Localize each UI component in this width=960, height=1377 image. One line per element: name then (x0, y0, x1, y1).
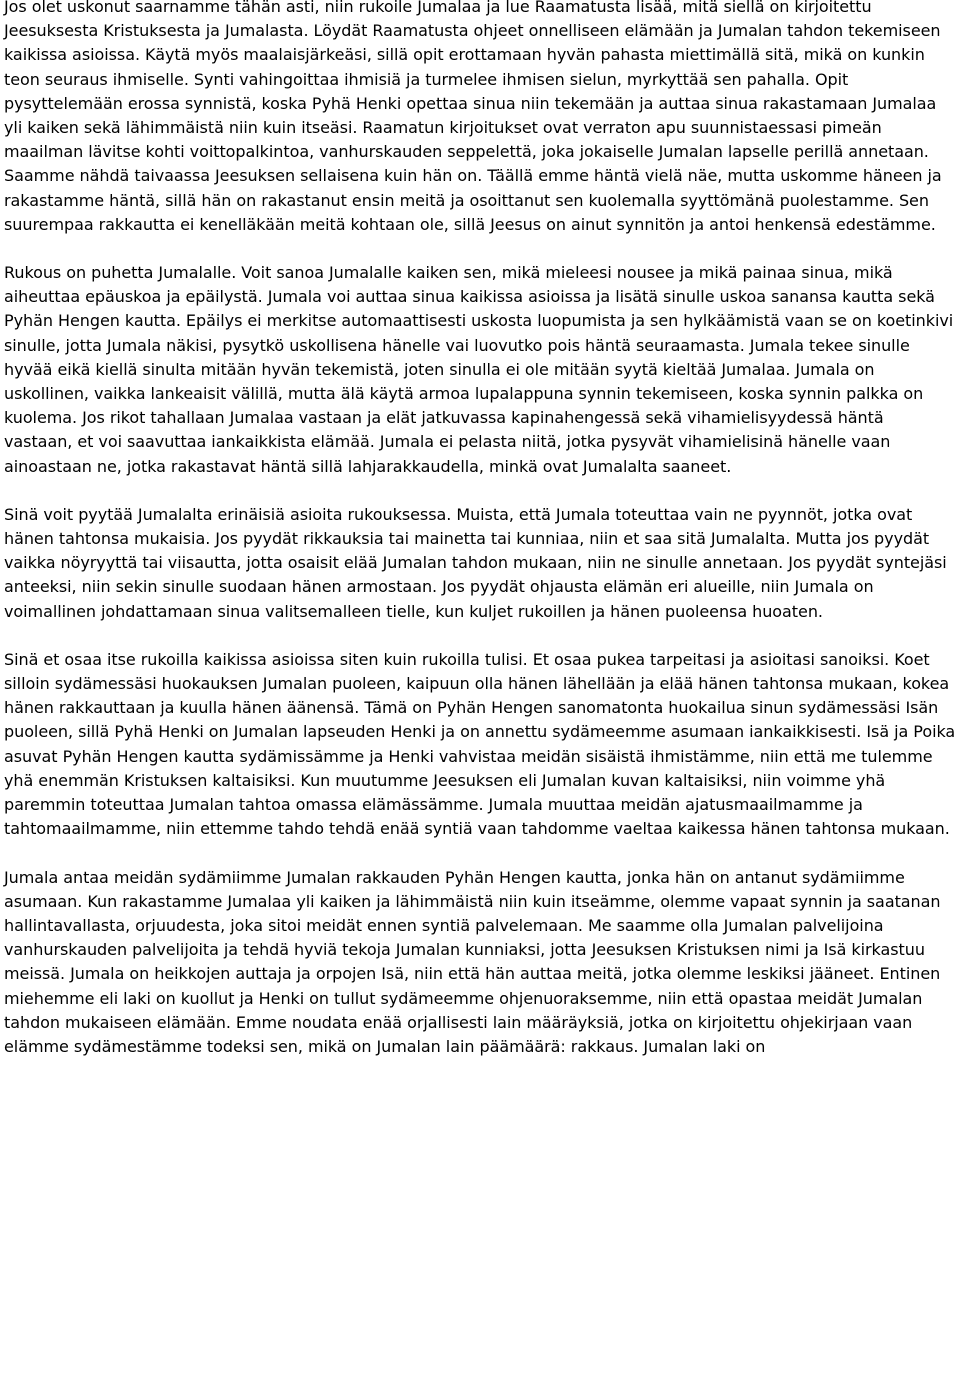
paragraph-love: Jumala antaa meidän sydämiimme Jumalan rakkauden Pyhän Hengen kautta, jonka hän on antanut sydämiimme asumaan. Kun rakastamme Jumalaa yli kaiken ja lähimmäistä niin kuin itseämme, olemme vapaat synnin ja saatanan hallintavallasta, orjuudesta, joka sitoi meidät ennen syntiä palvelemaan. Me saamme olla Jumalan palvelijoina vanhurskauden palvelijoita ja tehdä hyviä tekoja Jumalan kunniaksi, jotta Jeesuksen Kristuksen nimi ja Isä kirkastuu meissä. Jumala on heikkojen auttaja ja orpojen Isä, niin että hän auttaa meitä, jotka olemme leskiksi jääneet. Entinen miehemme eli laki on kuollut ja Henki on tullut sydämeemme ohjenuoraksemme, niin että opastaa meidät Jumalan tahdon mukaiseen elämään. Emme noudata enää orjallisesti lain määräyksiä, jotka on kirjoitettu ohjekirjaan vaan elämme sydämestämme todeksi sen, mikä on Jumalan lain päämäärä: rakkaus. Jumalan laki on (4, 867, 941, 1056)
paragraph-holy-spirit: Sinä et osaa itse rukoilla kaikissa asioissa siten kuin rukoilla tulisi. Et osaa pukea tarpeitasi ja asioitasi sanoiksi. Koet silloin sydämessäsi huokauksen Jumalan puoleen, kaipuun olla hänen lähellään ja elää hänen tahtonsa mukaan, kokea hänen rakkauttaan ja kuulla hänen äänensä. Tämä on Pyhän Hengen sanomatonta huokailua sinun sydämessäsi Isän puoleen, sillä Pyhä Henki on Jumalan lapseuden Henki ja on annettu sydämeemme asumaan iankaikkisesti. Isä ja Poika asuvat Pyhän Hengen kautta sydämissämme ja Henki vahvistaa meidän sisäistä ihmistämme, niin että me tulemme yhä enemmän Kristuksen kaltaisiksi. Kun muutumme Jeesuksen eli Jumalan kuvan kaltaisiksi, niin voimme yhä paremmin toteuttaa Jumalan tahtoa omassa elämässämme. Jumala muuttaa meidän ajatusmaailmamme ja tahtomaailmamme, niin ettemme tahdo tehdä enää syntiä vaan tahdomme vaeltaa kaikessa hänen tahtonsa mukaan. (4, 649, 956, 839)
paragraph-intro: Jos olet uskonut saarnamme tähän asti, niin rukoile Jumalaa ja lue Raamatusta lisää, mitä siellä on kirjoitettu Jeesuksesta Kristuksesta ja Jumalasta. Löydät Raamatusta ohjeet onnelliseen elämään ja Jumalan tahdon tekemiseen kaikissa asioissa. Käytä myös maalaisjärkeäsi, sillä opit erottamaan hyvän pahasta miettimällä sitä, mikä on kunkin teon seuraus ihmiselle. Synti vahingoittaa ihmisiä ja turmelee ihmisen sielun, myrkyttää sen pahalla. Opit pysyttelemään erossa synnistä, koska Pyhä Henki opettaa sinua niin tekemään ja auttaa sinua rakastamaan Jumalaa yli kaiken sekä lähimmäistä niin kuin itseäsi. Raamatun kirjoitukset ovat verraton apu suunnistaessasi pimeän maailman lävitse kohti voittopalkintoa, vanhurskauden seppelettä, joka jokaiselle Jumalan lapselle perillä annetaan. Saamme nähdä taivaassa Jeesuksen sellaisena kuin hän on. Täällä emme häntä vielä näe, mutta uskomme häneen ja rakastamme häntä, sillä hän on rakastanut ensin meitä ja osoittanut sen kuolemalla syyttömänä puolestamme. Sen suurempaa rakkautta ei kenelläkään meitä kohtaan ole, sillä Jeesus on ainut synnitön ja antoi henkensä edestämme. (4, 0, 942, 234)
paragraph-requests: Sinä voit pyytää Jumalalta erinäisiä asioita rukouksessa. Muista, että Jumala toteuttaa vain ne pyynnöt, jotka ovat hänen tahtonsa mukaisia. Jos pyydät rikkauksia tai mainetta tai kunniaa, niin et saa sitä Jumalalta. Mutta jos pyydät vaikka nöyryyttä tai viisautta, jotta osaisit elää Jumalan tahdon mukaan, niin ne sinulle annetaan. Jos pyydät syntejäsi anteeksi, niin sekin sinulle suodaan hänen armostaan. Jos pyydät ohjausta elämän eri alueille, niin Jumala on voimallinen johdattamaan sinua valitsemalleen tielle, kun kuljet rukoillen ja hänen puoleensa huoaten. (4, 504, 947, 621)
paragraph-prayer: Rukous on puhetta Jumalalle. Voit sanoa Jumalalle kaiken sen, mikä mieleesi nousee ja mikä painaa sinua, mikä aiheuttaa epäuskoa ja epäilystä. Jumala voi auttaa sinua kaikissa asioissa ja lisätä sinulle uskoa sanansa kautta sekä Pyhän Hengen kautta. Epäilys ei merkitse automaattisesti uskosta luopumista ja sen hylkäämistä vaan se on koetinkivi sinulle, jotta Jumala näkisi, pysytkö uskollisena hänelle vai luovutko pois häntä seuraamasta. Jumala tekee sinulle hyvää eikä kiellä sinulta mitään hyvän tekemistä, joten sinulla ei ole mitään syytä kieltää Jumalaa. Jumala on uskollinen, vaikka lankeaisit välillä, mutta älä käytä armoa lupalappuna synnin tekemiseen, koska synnin palkka on kuolema. Jos rikot tahallaan Jumalaa vastaan ja elät jatkuvassa kapinahengessä sekä vihamielisyydessä häntä vastaan, et voi saavuttaa iankaikkista elämää. Jumala ei pelasta niitä, jotka pysyvät vihamielisinä hänelle vaan ainoastaan ne, jotka rakastavat häntä sillä lahjarakkaudella, minkä ovat Jumalalta saaneet. (4, 263, 954, 476)
